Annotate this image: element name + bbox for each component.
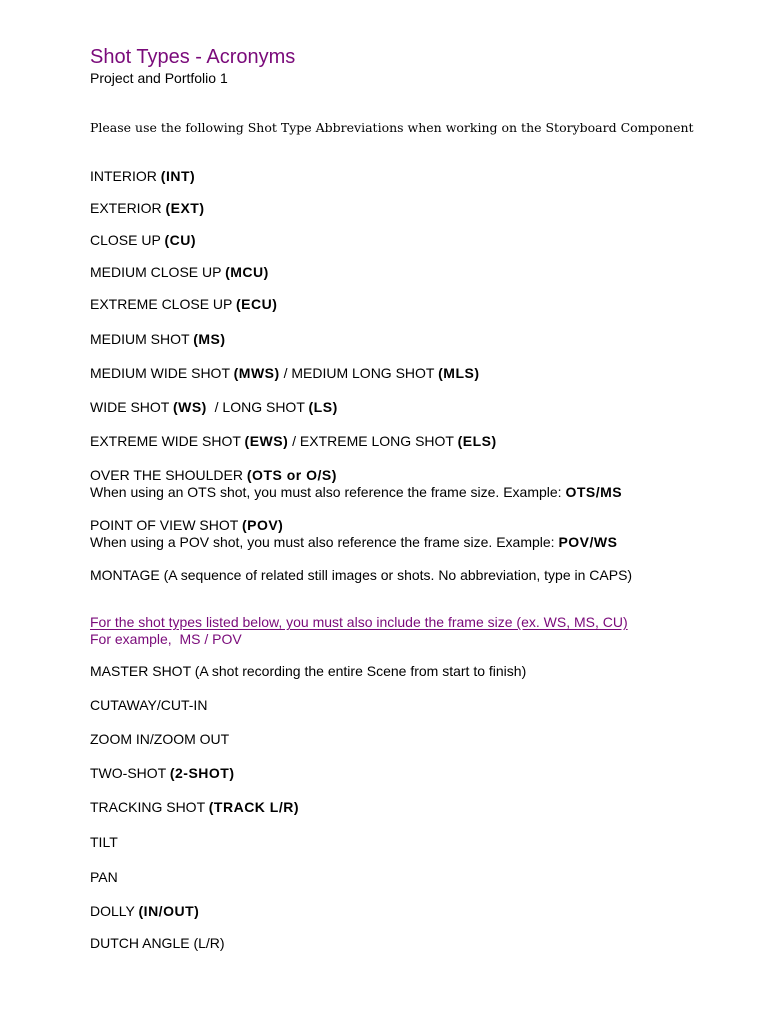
ots-note	[90, 484, 622, 501]
shot-abbr: (WS)	[172, 399, 207, 415]
shot-exterior	[90, 200, 205, 217]
shot-abbr: (MCU)	[225, 264, 269, 280]
shot-label: WIDE SHOT	[90, 399, 173, 415]
shot-medium-wide	[90, 365, 480, 382]
shot-medium-close-up	[90, 264, 269, 281]
frame-size-example: For example, MS / POV	[90, 631, 242, 647]
shot-label: MEDIUM WIDE SHOT	[90, 365, 234, 381]
shot-label: TRACKING SHOT	[90, 799, 209, 815]
shot-label: EXTREME WIDE SHOT	[90, 433, 245, 449]
shot-extreme-wide	[90, 433, 497, 450]
shot-label: INTERIOR	[90, 168, 161, 184]
shot-abbr: (TRACK L/R)	[208, 799, 300, 815]
shot-alt-abbr: (LS)	[308, 399, 338, 415]
shot-label: EXTERIOR	[90, 200, 166, 216]
page-subtitle: Project and Portfolio 1	[90, 70, 228, 86]
shot-label: CLOSE UP	[90, 232, 165, 248]
page-title: Shot Types - Acronyms	[90, 46, 296, 68]
shot-extreme-close-up	[90, 296, 277, 313]
note-example: POV/WS	[558, 534, 618, 550]
shot-tracking	[90, 799, 299, 816]
shot-abbr: (ECU)	[236, 296, 278, 312]
shot-abbr: (IN/OUT)	[138, 903, 200, 919]
shot-close-up	[90, 232, 196, 249]
shot-alt-label: / EXTREME LONG SHOT	[288, 433, 458, 449]
frame-size-note: For the shot types listed below, you must also include the frame size (ex. WS, MS, CU)	[90, 614, 628, 630]
shot-alt-abbr: (ELS)	[457, 433, 497, 449]
note-text: When using a POV shot, you must also reference the frame size. Example:	[90, 534, 559, 550]
note-text: When using an OTS shot, you must also reference the frame size. Example:	[90, 484, 566, 500]
shot-abbr: (2-SHOT)	[169, 765, 235, 781]
shot-abbr: (EXT)	[165, 200, 205, 216]
shot-two-shot	[90, 765, 235, 782]
shot-point-of-view	[90, 517, 283, 534]
shot-abbr: (MS)	[193, 331, 226, 347]
shot-abbr: (OTS or O/S)	[246, 467, 337, 483]
shot-over-shoulder	[90, 467, 337, 484]
shot-dolly	[90, 903, 199, 920]
shot-alt-label: / MEDIUM LONG SHOT	[279, 365, 439, 381]
shot-dutch-angle: DUTCH ANGLE (L/R)	[90, 935, 225, 951]
shot-medium-shot	[90, 331, 226, 348]
shot-interior	[90, 168, 195, 185]
shot-zoom: ZOOM IN/ZOOM OUT	[90, 731, 230, 747]
shot-pan: PAN	[90, 869, 118, 885]
shot-abbr: (POV)	[241, 517, 284, 533]
shot-label: OVER THE SHOULDER	[90, 467, 247, 483]
shot-label: POINT OF VIEW SHOT	[90, 517, 242, 533]
pov-note	[90, 534, 617, 551]
shot-alt-abbr: (MLS)	[438, 365, 480, 381]
shot-abbr: (MWS)	[233, 365, 280, 381]
note-example: OTS/MS	[565, 484, 623, 500]
shot-label: DOLLY	[90, 903, 139, 919]
shot-abbr: (EWS)	[244, 433, 289, 449]
shot-master: MASTER SHOT (A shot recording the entire Scene from start to finish)	[90, 663, 527, 679]
shot-tilt: TILT	[90, 834, 118, 850]
shot-alt-label: / LONG SHOT	[206, 399, 309, 415]
shot-abbr: (INT)	[160, 168, 196, 184]
shot-wide	[90, 399, 338, 416]
shot-label: MEDIUM CLOSE UP	[90, 264, 226, 280]
intro-text: Please use the following Shot Type Abbreviations when working on the Storyboard Component	[90, 120, 694, 135]
shot-label: MEDIUM SHOT	[90, 331, 194, 347]
shot-cutaway: CUTAWAY/CUT-IN	[90, 697, 208, 713]
shot-abbr: (CU)	[164, 232, 196, 248]
shot-label: EXTREME CLOSE UP	[90, 296, 237, 312]
shot-label: TWO-SHOT	[90, 765, 170, 781]
shot-montage: MONTAGE (A sequence of related still images or shots. No abbreviation, type in CAPS)	[90, 567, 633, 583]
